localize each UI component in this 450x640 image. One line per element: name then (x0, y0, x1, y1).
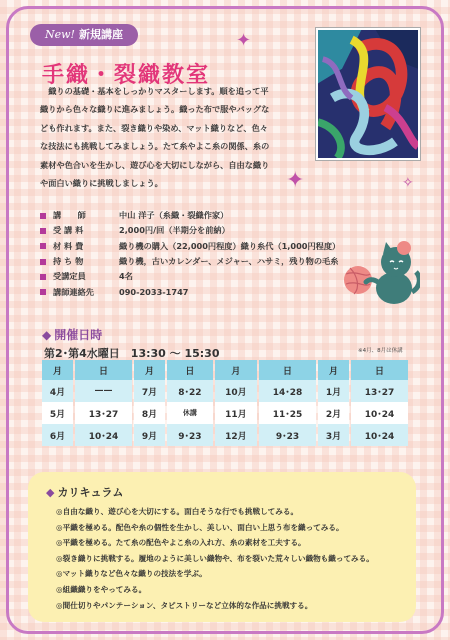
list-item: ◎間仕切りやパンテーション、タピストリーなど立体的な作品に挑戦する。 (56, 600, 313, 610)
yarn-cat-illustration (336, 230, 420, 310)
bullet-icon (40, 274, 46, 280)
table-header: 日 (75, 360, 132, 380)
schedule-note: ※4月、8月は休講 (358, 348, 403, 354)
schedule-table (40, 360, 410, 446)
bullet-icon (40, 289, 46, 295)
curriculum-item-text: 裂き織りに挑戦する。履地のように美しい織物や、布を裂いた荒々しい織物も織ってみる。 (62, 553, 374, 563)
list-item: ◎平織を極める。配色や糸の個性を生かし、美しい、面白い上思う布を織ってみる。 (56, 522, 344, 532)
curriculum-list (56, 504, 374, 613)
course-details (40, 208, 340, 300)
table-cell: 6月 (42, 424, 73, 446)
list-item: ◎自由な織り、遊び心を大切にする。面白そうな行でも挑戦してみる。 (56, 507, 299, 516)
curriculum-item-text: マット織りなど色々な織りの技法を学ぶ。 (62, 569, 207, 579)
page-title: 手織・裂織教室 (42, 63, 211, 88)
table-cell: 休講 (167, 402, 213, 424)
detail-label: 受講定員 (53, 271, 86, 282)
detail-row (40, 239, 340, 254)
bullet-icon (40, 228, 46, 234)
badge-label: 新規講座 (78, 28, 123, 41)
detail-value: 090-2033-1747 (119, 287, 189, 298)
table-cell: 12月 (215, 424, 257, 446)
detail-label: 受 講 料 (53, 225, 84, 236)
table-cell: 10月 (215, 380, 257, 402)
diamond-icon: ◆ (46, 486, 55, 499)
table-header: 月 (42, 360, 73, 380)
curriculum-item-text: 組織織りをやってみる。 (62, 584, 147, 594)
curriculum-heading (46, 484, 123, 500)
detail-label: 講師連絡先 (53, 286, 94, 297)
detail-row (40, 269, 340, 284)
curriculum-item-text: 平織を極める。配色や糸の個性を生かし、美しい、面白い上思う布を織ってみる。 (62, 522, 344, 532)
table-cell: 2月 (318, 402, 349, 424)
table-cell: 9･23 (167, 424, 213, 446)
table-row (42, 402, 408, 424)
table-header: 月 (134, 360, 165, 380)
table-cell: 10･24 (75, 424, 132, 446)
detail-value: 4名 (119, 271, 133, 282)
sparkle-icon: ✦ (286, 168, 305, 193)
detail-label: 持 ち 物 (53, 256, 84, 267)
table-cell: 14･28 (259, 380, 316, 402)
table-cell: 3月 (318, 424, 349, 446)
intro-text: 織りの基礎・基本をしっかりマスターします。順を追って平織りから色々な織りに進みましょう。織った布で服やバッグなども作れます。また、裂き織りや染め、マット織りなど、色々な技法にも挑戦してみましょう。たて糸やよこ糸の関係、糸の素材や色合いを生かし、遊び心を大切にしながら、自由な織りや面白い織りに挑戦しましょう。 (40, 86, 270, 189)
table-cell: 11･25 (259, 402, 316, 424)
detail-row (40, 284, 340, 299)
table-cell: 8･22 (167, 380, 213, 402)
bullet-icon (40, 213, 46, 219)
schedule-heading (42, 326, 102, 343)
table-cell: —— (75, 380, 132, 402)
table-cell: 13･27 (75, 402, 132, 424)
table-cell: 9･23 (259, 424, 316, 446)
sparkle-icon: ✧ (402, 175, 414, 191)
table-cell: 9月 (134, 424, 165, 446)
list-item: ◎裂き織りに挑戦する。履地のように美しい織物や、布を裂いた荒々しい織物も織ってみる。 (56, 553, 374, 563)
detail-label: 材 料 費 (53, 240, 84, 251)
detail-value: 中山 洋子（糸織・裂織作家） (119, 210, 229, 221)
woven-artwork (316, 28, 420, 160)
bullet-icon (40, 243, 46, 249)
badge-new: New! (45, 28, 75, 41)
detail-label: 講 師 (53, 210, 86, 221)
table-header: 日 (167, 360, 213, 380)
curriculum-item-text: 自由な織り、遊び心を大切にする。面白そうな行でも挑戦してみる。 (62, 507, 299, 516)
detail-row (40, 208, 340, 223)
curriculum-box (28, 472, 416, 622)
table-cell: 8月 (134, 402, 165, 424)
detail-row (40, 223, 340, 238)
table-header-row (42, 360, 408, 380)
table-cell: 11月 (215, 402, 257, 424)
table-cell: 10･24 (351, 424, 408, 446)
table-cell: 7月 (134, 380, 165, 402)
table-row (42, 424, 408, 446)
table-row (42, 380, 408, 402)
schedule-heading-text: 開催日時 (54, 328, 103, 342)
table-cell: 13･27 (351, 380, 408, 402)
diamond-icon: ◆ (42, 328, 52, 342)
schedule-subtitle: 第2･第4水曜日 13:30 ～ 15:30 (44, 347, 220, 360)
table-header: 日 (351, 360, 408, 380)
table-cell: 4月 (42, 380, 73, 402)
curriculum-item-text: 平織を極める。たて糸の配色やよこ糸の入れ方、糸の素材を工夫する。 (62, 538, 306, 548)
new-course-badge (30, 24, 138, 46)
sparkle-icon: ✦ (236, 30, 252, 51)
bullet-icon (40, 259, 46, 265)
table-header: 月 (318, 360, 349, 380)
table-cell: 5月 (42, 402, 73, 424)
list-item: ◎マット織りなど色々な織りの技法を学ぶ。 (56, 569, 207, 579)
table-header: 月 (215, 360, 257, 380)
curriculum-heading-text: カリキュラム (57, 486, 124, 499)
list-item: ◎組織織りをやってみる。 (56, 584, 147, 594)
detail-value: 2,000円/回（半期分を前納） (119, 225, 230, 236)
table-header: 日 (259, 360, 316, 380)
detail-row (40, 254, 340, 269)
curriculum-item-text: 間仕切りやパンテーション、タピストリーなど立体的な作品に挑戦する。 (62, 600, 313, 610)
detail-value: 織り機の購入（22,000円程度）織り糸代（1,000円程度） (119, 240, 341, 251)
table-cell: 1月 (318, 380, 349, 402)
table-cell: 10･24 (351, 402, 408, 424)
list-item: ◎平織を極める。たて糸の配色やよこ糸の入れ方、糸の素材を工夫する。 (56, 538, 306, 548)
detail-value: 織り機，古いカレンダー、メジャー、ハサミ，残り物の毛糸 (119, 256, 339, 267)
